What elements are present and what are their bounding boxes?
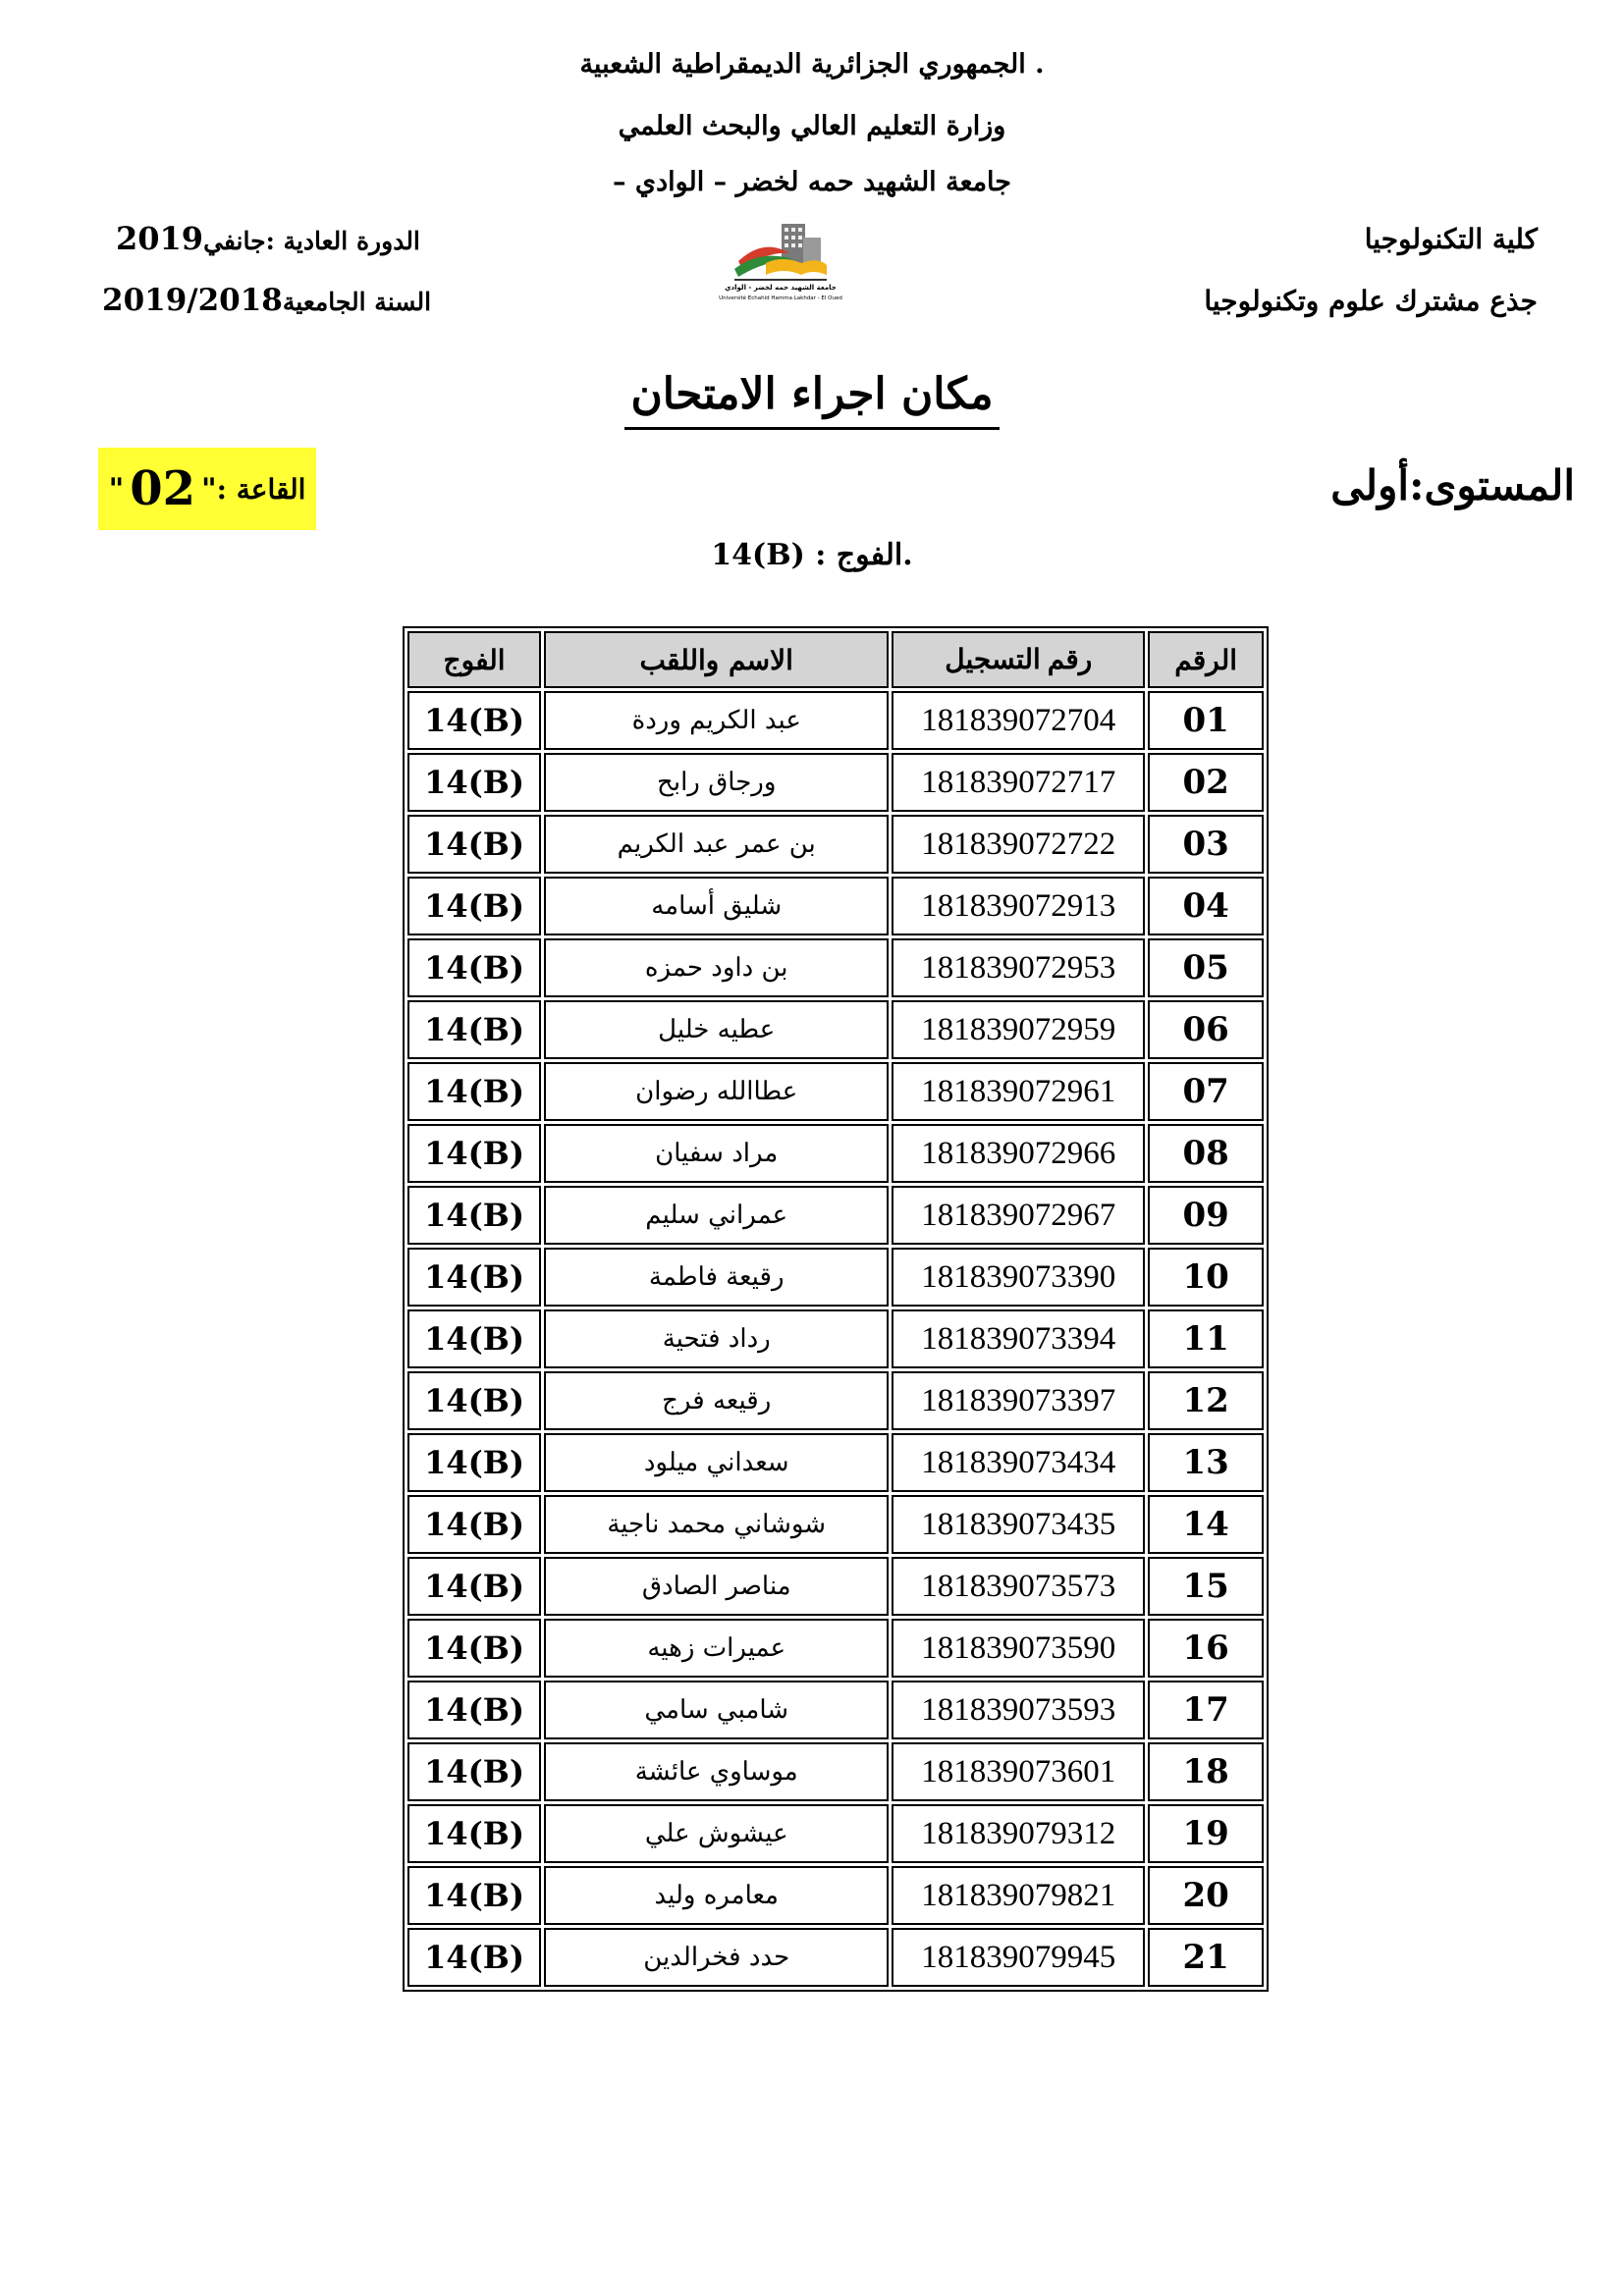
- row-number-cell: 14: [1148, 1495, 1264, 1554]
- table-row: [407, 1557, 1264, 1616]
- row-number-cell: 05: [1148, 938, 1264, 997]
- group-cell: 14(B): [407, 1681, 541, 1739]
- registration-number-cell: 181839073593: [892, 1681, 1145, 1739]
- student-name-cell: شامبي سامي: [544, 1681, 889, 1739]
- group-cell: 14(B): [407, 1433, 541, 1492]
- session-info: [116, 220, 420, 257]
- department-label: جذع مشترك علوم وتكنولوجيا: [1204, 285, 1538, 317]
- student-name-cell: رقيعة فاطمة: [544, 1248, 889, 1307]
- university-line: جامعة الشهيد حمه لخضر – الوادي –: [613, 167, 1011, 197]
- group-cell: 14(B): [407, 691, 541, 750]
- group-cell: 14(B): [407, 1619, 541, 1678]
- group-cell: 14(B): [407, 1371, 541, 1430]
- registration-number-cell: 181839072913: [892, 877, 1145, 935]
- header-group: الفوج: [407, 631, 541, 688]
- row-number-cell: 01: [1148, 691, 1264, 750]
- row-number-cell: 20: [1148, 1866, 1264, 1925]
- ministry-line: وزارة التعليم العالي والبحث العلمي: [618, 111, 1006, 141]
- group-cell: 14(B): [407, 1495, 541, 1554]
- table-row: [407, 1371, 1264, 1430]
- registration-number-cell: 181839072967: [892, 1186, 1145, 1245]
- registration-number-cell: 181839072966: [892, 1124, 1145, 1183]
- table-row: [407, 1433, 1264, 1492]
- student-name-cell: عطيه خليل: [544, 1000, 889, 1059]
- table-row: [407, 1124, 1264, 1183]
- registration-number-cell: 181839072717: [892, 753, 1145, 812]
- academic-year-info: [102, 283, 431, 318]
- session-label: الدورة العادية :جانفي: [203, 227, 420, 255]
- table-row: [407, 1619, 1264, 1678]
- academic-year: 2019/2018: [102, 283, 283, 318]
- table-row: [407, 1000, 1264, 1059]
- table-row: [407, 1309, 1264, 1368]
- group-cell: 14(B): [407, 1866, 541, 1925]
- row-number-cell: 03: [1148, 815, 1264, 874]
- student-name-cell: شليق أسامه: [544, 877, 889, 935]
- registration-number-cell: 181839073397: [892, 1371, 1145, 1430]
- group-line-label: .الفوج :: [815, 538, 913, 572]
- room-label: القاعة :: [216, 472, 306, 506]
- group-cell: 14(B): [407, 1928, 541, 1987]
- student-name-cell: موساوي عائشة: [544, 1742, 889, 1801]
- row-number-cell: 15: [1148, 1557, 1264, 1616]
- table-header-row: [407, 631, 1264, 688]
- level-label: المستوى:أولى: [1330, 461, 1575, 509]
- student-name-cell: سعداني ميلود: [544, 1433, 889, 1492]
- student-name-cell: رداد فتحية: [544, 1309, 889, 1368]
- student-name-cell: مراد سفيان: [544, 1124, 889, 1183]
- registration-number-cell: 181839079945: [892, 1928, 1145, 1987]
- student-name-cell: عبد الكريم وردة: [544, 691, 889, 750]
- student-name-cell: عمراني سليم: [544, 1186, 889, 1245]
- row-number-cell: 04: [1148, 877, 1264, 935]
- page-title-wrap: [0, 369, 1624, 430]
- row-number-cell: 09: [1148, 1186, 1264, 1245]
- row-number-cell: 21: [1148, 1928, 1264, 1987]
- row-number-cell: 06: [1148, 1000, 1264, 1059]
- room-box: [98, 448, 316, 530]
- table-body: [407, 691, 1264, 1987]
- room-quote-open: ": [201, 471, 217, 507]
- table-row: [407, 1742, 1264, 1801]
- registration-number-cell: 181839073434: [892, 1433, 1145, 1492]
- student-name-cell: معامره وليد: [544, 1866, 889, 1925]
- republic-line: . الجمهوري الجزائرية الديمقراطية الشعبية: [579, 49, 1045, 80]
- table-row: [407, 1062, 1264, 1121]
- table-row: [407, 1804, 1264, 1863]
- registration-number-cell: 181839072704: [892, 691, 1145, 750]
- student-name-cell: عطاالله رضوان: [544, 1062, 889, 1121]
- registration-number-cell: 181839072953: [892, 938, 1145, 997]
- student-name-cell: بن داود حمزه: [544, 938, 889, 997]
- group-cell: 14(B): [407, 1062, 541, 1121]
- row-number-cell: 07: [1148, 1062, 1264, 1121]
- row-number-cell: 08: [1148, 1124, 1264, 1183]
- table-row: [407, 1186, 1264, 1245]
- group-cell: 14(B): [407, 1248, 541, 1307]
- registration-number-cell: 181839072961: [892, 1062, 1145, 1121]
- group-cell: 14(B): [407, 1742, 541, 1801]
- registration-number-cell: 181839073601: [892, 1742, 1145, 1801]
- table-row: [407, 753, 1264, 812]
- student-name-cell: ورجاق رابح: [544, 753, 889, 812]
- group-line: [0, 538, 1624, 572]
- group-cell: 14(B): [407, 1557, 541, 1616]
- table-row: [407, 1248, 1264, 1307]
- registration-number-cell: 181839073590: [892, 1619, 1145, 1678]
- registration-number-cell: 181839073394: [892, 1309, 1145, 1368]
- student-roster-table: [403, 626, 1269, 1992]
- registration-number-cell: 181839072722: [892, 815, 1145, 874]
- student-name-cell: عميرات زهيه: [544, 1619, 889, 1678]
- header-name: الاسم واللقب: [544, 631, 889, 688]
- registration-number-cell: 181839073435: [892, 1495, 1145, 1554]
- room-quote-close: ": [108, 471, 125, 507]
- registration-number-cell: 181839073573: [892, 1557, 1145, 1616]
- student-name-cell: بن عمر عبد الكريم: [544, 815, 889, 874]
- group-cell: 14(B): [407, 1309, 541, 1368]
- row-number-cell: 16: [1148, 1619, 1264, 1678]
- page-title: مكان اجراء الامتحان: [624, 369, 999, 430]
- row-number-cell: 18: [1148, 1742, 1264, 1801]
- row-number-cell: 17: [1148, 1681, 1264, 1739]
- table-row: [407, 1866, 1264, 1925]
- registration-number-cell: 181839072959: [892, 1000, 1145, 1059]
- group-cell: 14(B): [407, 938, 541, 997]
- group-cell: 14(B): [407, 753, 541, 812]
- row-number-cell: 19: [1148, 1804, 1264, 1863]
- table-row: [407, 877, 1264, 935]
- registration-number-cell: 181839079312: [892, 1804, 1145, 1863]
- table-row: [407, 691, 1264, 750]
- group-cell: 14(B): [407, 877, 541, 935]
- table-row: [407, 815, 1264, 874]
- group-cell: 14(B): [407, 1124, 541, 1183]
- header-num: الرقم: [1148, 631, 1264, 688]
- table-row: [407, 1495, 1264, 1554]
- group-cell: 14(B): [407, 1000, 541, 1059]
- registration-number-cell: 181839073390: [892, 1248, 1145, 1307]
- room-number: 02: [130, 461, 195, 516]
- row-number-cell: 11: [1148, 1309, 1264, 1368]
- university-logo: [719, 218, 842, 306]
- row-number-cell: 02: [1148, 753, 1264, 812]
- student-name-cell: عيشوش علي: [544, 1804, 889, 1863]
- group-line-value: 14(B): [711, 538, 805, 572]
- group-cell: 14(B): [407, 815, 541, 874]
- group-cell: 14(B): [407, 1804, 541, 1863]
- session-year: 2019: [116, 220, 204, 257]
- group-cell: 14(B): [407, 1186, 541, 1245]
- academic-year-label: السنة الجامعية: [282, 288, 432, 316]
- table-row: [407, 1681, 1264, 1739]
- faculty-label: كلية التكنولوجيا: [1364, 223, 1538, 255]
- table-row: [407, 1928, 1264, 1987]
- registration-number-cell: 181839079821: [892, 1866, 1145, 1925]
- logo-caption-latin: Université Echahid Hamma Lakhdar - El Oued: [719, 295, 842, 301]
- header-registration: رقم التسجيل: [892, 631, 1145, 688]
- row-number-cell: 10: [1148, 1248, 1264, 1307]
- logo-caption: جامعة الشهيد حمه لخضر - الوادي: [725, 284, 837, 292]
- student-name-cell: شوشاني محمد ناجية: [544, 1495, 889, 1554]
- row-number-cell: 13: [1148, 1433, 1264, 1492]
- student-name-cell: مناصر الصادق: [544, 1557, 889, 1616]
- row-number-cell: 12: [1148, 1371, 1264, 1430]
- table-row: [407, 938, 1264, 997]
- student-name-cell: رقيعه فرج: [544, 1371, 889, 1430]
- student-name-cell: حدد فخرالدين: [544, 1928, 889, 1987]
